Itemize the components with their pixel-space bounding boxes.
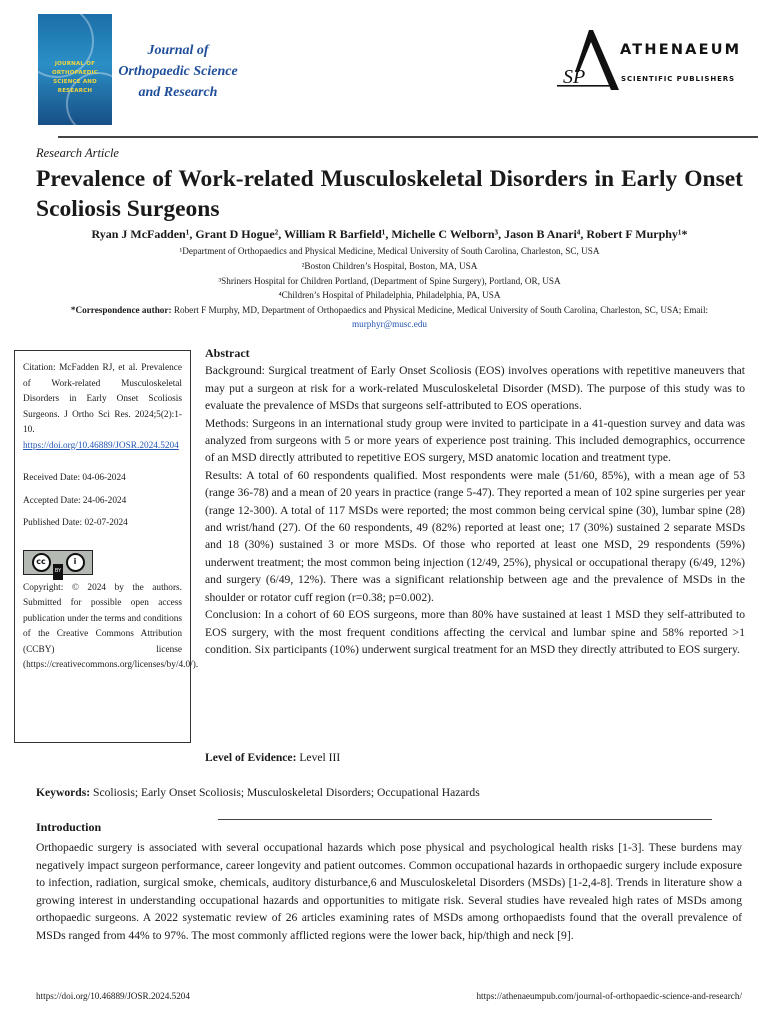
journal-name: Journal of Orthopaedic Science and Research	[118, 43, 238, 100]
cc-icon: cc	[32, 553, 51, 572]
abstract-section	[205, 345, 745, 658]
correspondence	[36, 303, 743, 331]
abstract-results: Results: A total of 60 respondents qualified. Most respondents were male (51/60, 85%), with a mean age of 53 (range 36-78) and a mean of 20 years in practice (range 5-47). They reported a mean of 102 spine surgeries per year (range 12-300). A total of 117 MSDs were reported; the most common being cervical spine (30), lumbar spine (28) and wrist/hand (27). Of the 60 respondents, 49 (82%) reported at least one; 17 (30%) sustained 2 separate MSDs and 18 (30%) sustained 3 or more MSDs. Of those who reported at least one MSD, 29 respondents (59%) underwent treatment; the most common being injection (12/49, 25%), physical or occupational therapy (6/49, 12%) and surgery (6/49, 12%). There was a significant relationship between age and the prevalence of MSDs in the shoulder or rotator cuff region (r=0.38; p=0.002).	[205, 468, 745, 604]
level-value: Level III	[296, 751, 341, 764]
abstract-conclusion: Conclusion: In a cohort of 60 EOS surgeons, more than 80% have sustained at least 1 MSD they self-attributed to EOS surgery, with the most frequent conditions affecting the cervical and lumbar spine and 58% reported >1 condition. Six participants (10%) underwent surgical treatment for an MSD they directly attributed to EOS surgery.	[205, 608, 745, 656]
citation-text: Citation: McFadden RJ, et al. Prevalence of Work-related Musculoskeletal Disorders in Early Onset Scoliosis Surgeons. J Ortho Sci Res. 2024;5(2):1-10.	[23, 363, 182, 435]
abstract-background: Background: Surgical treatment of Early Onset Scoliosis (EOS) involves operations with repetitive maneuvers that may put a surgeon at risk for a work-related Musculoskeletal Disorder (MSD). The purpose of this study was to evaluate the prevalence of MSDs that surgeons self-attributed to EOS operations.	[205, 364, 745, 413]
by-label: BY	[53, 564, 63, 580]
journal-cover-image	[38, 14, 112, 125]
cc-by-license-icon	[23, 550, 93, 575]
publisher-logo-letters: SP	[563, 66, 586, 88]
footer-doi-link[interactable]: https://doi.org/10.46889/JOSR.2024.5204	[36, 991, 190, 1001]
header-divider	[58, 136, 758, 138]
affiliation-1: ¹Department of Orthopaedics and Physical Medicine, Medical University of South Carolina, Charleston, SC, USA	[179, 246, 600, 256]
keywords	[36, 786, 480, 799]
affiliation-4: ⁴Children’s Hospital of Philadelphia, Philadelphia, PA, USA	[278, 290, 501, 300]
article-type: Research Article	[36, 146, 119, 160]
citation-doi-link[interactable]: https://doi.org/10.46889/JOSR.2024.5204	[23, 440, 179, 451]
introduction-heading: Introduction	[36, 820, 102, 834]
publisher-logo-icon	[553, 28, 623, 94]
section-divider	[218, 819, 712, 820]
abstract-heading: Abstract	[205, 346, 250, 360]
keywords-label: Keywords:	[36, 786, 91, 799]
publisher-subtitle: SCIENTIFIC PUBLISHERS	[621, 75, 735, 83]
footer-journal-url-link[interactable]: https://athenaeumpub.com/journal-of-orthopaedic-science-and-research/	[476, 991, 742, 1001]
correspondence-text: Robert F Murphy, MD, Department of Orthopaedics and Physical Medicine, Medical University of South Carolina, Charleston, SC, USA; Email:	[171, 305, 709, 315]
accepted-date: Accepted Date: 24-06-2024	[23, 495, 127, 506]
received-date: Received Date: 04-06-2024	[23, 473, 126, 483]
citation-sidebar	[14, 350, 199, 743]
affiliation-2: ²Boston Children’s Hospital, Boston, MA, USA	[301, 261, 478, 271]
article-title: Prevalence of Work-related Musculoskeletal Disorders in Early Onset Scoliosis Surgeons	[36, 166, 743, 222]
publisher-name: ATHENAEUM	[620, 42, 742, 58]
abstract-methods: Methods: Surgeons in an international study group were invited to participate in a 41-question survey and data was analyzed from surgeons with 5 or more years of experience post training. This included demographics, occurrence of an MSD directly attributed to repetitive EOS surgery, MSD anatomic location and treatment type.	[205, 416, 745, 465]
affiliation-3: ³Shriners Hospital for Children Portland, (Department of Spine Surgery), Portland, OR, USA	[218, 276, 561, 286]
level-label: Level of Evidence:	[205, 751, 297, 764]
level-of-evidence	[205, 749, 745, 766]
attribution-person-icon: i	[66, 553, 85, 572]
keywords-value: Scoliosis; Early Onset Scoliosis; Musculoskeletal Disorders; Occupational Hazards	[90, 786, 480, 799]
copyright-text: Copyright: © 2024 by the authors. Submitted for possible open access publication under the terms and conditions of the Creative Commons Attribution (CCBY) license (https://creativecommons.org/licenses/by/4.0/).	[23, 582, 199, 670]
correspondence-email-link[interactable]: murphyr@musc.edu	[351, 319, 428, 329]
author-list: Ryan J McFadden¹, Grant D Hogue², William R Barfield¹, Michelle C Welborn³, Jason B Anari⁴, Robert F Murphy¹*	[91, 227, 688, 241]
correspondence-label: *Correspondence author:	[70, 305, 172, 315]
introduction-body: Orthopaedic surgery is associated with several occupational hazards which pose physical and psychological health risks [1-3]. These burdens may negatively impact surgeon performance, career longevity and patient outcomes. Common occupational hazards in orthopaedic surgery include exposure to infection, radiation, surgical smoke, chemicals, auditory disturbance,6 and Musculoskeletal Disorders (MSDs) [1-2,4-8]. Trends in literature show a growing interest in understanding occupational hazards and opportunities to mitigate risk. Several studies have revealed high rates of MSDs among orthopaedic surgeons. A 2022 systematic review of 26 articles examining rates of MSDs among orthopaedists found that the overall prevalence of MSDs ranged from 44% to 97%. The most commonly afflicted regions were the lower back, hip/thigh and neck [9].	[36, 841, 742, 942]
published-date: Published Date: 02-07-2024	[23, 518, 128, 528]
cover-text: JOURNAL OF ORTHOPAEDIC SCIENCE AND RESEARCH	[51, 61, 99, 94]
